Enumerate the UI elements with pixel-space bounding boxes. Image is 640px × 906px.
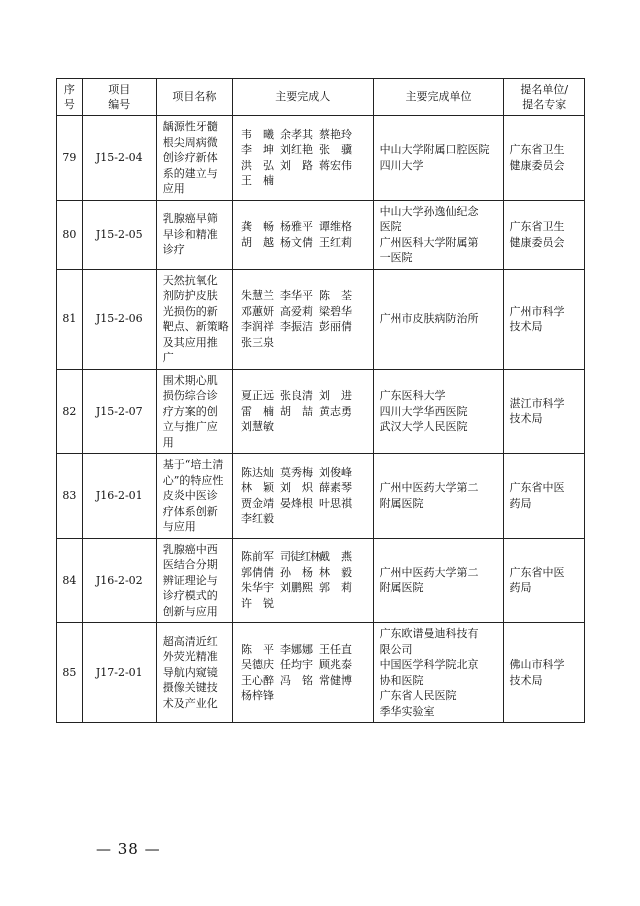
- project-name-line: 围术期心肌: [162, 373, 218, 387]
- cell-project-code: J15-2-07: [82, 369, 156, 454]
- person-name: 顾兆泰: [318, 658, 352, 671]
- unit-line: 广州中医药大学第二: [379, 565, 479, 579]
- unit-line: 中国医学科学院北京: [379, 658, 479, 671]
- person-name: 李 坤: [240, 143, 274, 157]
- cell-project-code: J15-2-05: [82, 200, 156, 269]
- nominator-line: 广东省卫生: [509, 220, 565, 233]
- unit-line: 季华实验室: [379, 704, 435, 718]
- person-name: 刘 路: [279, 158, 313, 172]
- person-name: 梁碧华: [318, 304, 352, 318]
- table-row: [57, 200, 585, 269]
- project-name-line: 诊疗: [162, 243, 185, 257]
- project-name-line: 术及产业化: [162, 696, 218, 710]
- awards-table: [56, 78, 585, 723]
- nominator-line: 广东省卫生: [509, 143, 565, 157]
- nominator-line: 广东省中医: [509, 481, 565, 495]
- cell-nominator: [504, 200, 585, 269]
- cell-project-name: [156, 200, 232, 269]
- unit-line: 广州医科大学附属第: [379, 235, 479, 249]
- person-name: 陈前军: [240, 550, 274, 564]
- project-name-line: 皮炎中医诊: [162, 489, 218, 502]
- person-name: 常健博: [318, 673, 352, 687]
- person-name: 龚 畅: [240, 220, 274, 233]
- project-name-line: 乳腺癌早筛: [162, 212, 218, 226]
- person-name: 王任直: [318, 642, 352, 656]
- unit-line: 广州中医药大学第二: [379, 481, 479, 495]
- page-number: — 38 —: [96, 840, 161, 858]
- people-line: [241, 511, 370, 527]
- unit-line: 武汉大学人民医院: [379, 420, 468, 433]
- cell-project-name: [156, 623, 232, 723]
- people-line: [241, 288, 370, 304]
- people-line: [241, 688, 370, 704]
- nominator-line: 药局: [509, 496, 532, 510]
- unit-line: 四川大学华西医院: [379, 404, 468, 418]
- person-name: 李华平: [279, 289, 313, 302]
- person-name: 王心醉: [240, 673, 274, 687]
- cell-project-code: J16-2-02: [82, 538, 156, 623]
- person-name: 王红莉: [318, 235, 352, 249]
- person-name: 陈 荃: [318, 289, 352, 302]
- nominator-line: 技术局: [509, 320, 543, 333]
- person-name: 谭维格: [318, 220, 352, 233]
- header-main-people: 主要完成人: [232, 79, 373, 116]
- cell-seq: 82: [57, 369, 83, 454]
- project-name-line: 医结合分期: [162, 558, 218, 571]
- cell-main-units: [373, 369, 504, 454]
- cell-project-name: [156, 269, 232, 369]
- header-code: [82, 79, 156, 116]
- cell-seq: 85: [57, 623, 83, 723]
- unit-line: 附属医院: [379, 496, 424, 510]
- cell-main-units: [373, 200, 504, 269]
- header-code-line: 项目: [108, 82, 131, 96]
- person-name: 戴 燕: [318, 550, 352, 564]
- unit-line: 附属医院: [379, 581, 424, 595]
- person-name: 吴德庆: [240, 658, 274, 671]
- people-line: [241, 304, 370, 320]
- header-nominator-line: 提名专家: [522, 98, 567, 111]
- project-name-line: 辨证理论与: [162, 573, 218, 587]
- project-name-line: 诊疗模式的: [162, 589, 218, 602]
- header-row: [57, 79, 585, 116]
- cell-main-people: [232, 538, 373, 623]
- person-name: 彭丽倩: [318, 320, 352, 333]
- people-line: [241, 142, 370, 158]
- person-name: 胡 喆: [279, 404, 313, 418]
- project-name-line: 及其应用推: [162, 335, 218, 349]
- person-name: 蔡艳玲: [318, 127, 352, 141]
- project-name-line: 根尖周病微: [162, 135, 218, 149]
- people-line: [241, 673, 370, 689]
- unit-line: 协和医院: [379, 673, 424, 687]
- cell-main-units: [373, 623, 504, 723]
- person-name: 薛素琴: [318, 481, 352, 495]
- table-row: [57, 116, 585, 201]
- cell-main-units: [373, 269, 504, 369]
- cell-nominator: [504, 623, 585, 723]
- project-name-line: 疗方案的创: [162, 404, 218, 418]
- table-header: [57, 79, 585, 116]
- cell-main-units: [373, 116, 504, 201]
- people-line: [241, 657, 370, 673]
- table-row: [57, 269, 585, 369]
- people-line: [241, 596, 370, 612]
- people-line: [241, 404, 370, 420]
- header-main-units: 主要完成单位: [373, 79, 504, 116]
- nominator-line: 药局: [509, 581, 532, 595]
- project-name-line: 立与推广应: [162, 420, 218, 433]
- people-line: [241, 235, 370, 251]
- cell-nominator: [504, 454, 585, 539]
- table-row: [57, 454, 585, 539]
- header-seq: [57, 79, 83, 116]
- cell-seq: 79: [57, 116, 83, 201]
- person-name: 杨雅平: [279, 220, 313, 233]
- person-name: 高爱莉: [279, 304, 313, 318]
- people-line: [241, 549, 370, 565]
- cell-project-name: [156, 369, 232, 454]
- project-name-line: 与应用: [162, 520, 196, 533]
- header-nominator: [504, 79, 585, 116]
- people-line: [241, 496, 370, 512]
- person-name: 洪 弘: [240, 158, 274, 172]
- cell-project-name: [156, 538, 232, 623]
- nominator-line: 佛山市科学: [509, 658, 565, 671]
- nominator-line: 技术局: [509, 673, 543, 687]
- person-name: 陈达灿: [240, 465, 274, 479]
- person-name: 许 锐: [240, 596, 274, 610]
- nominator-line: 湛江市科学: [509, 396, 565, 410]
- project-name-line: 外荧光精准: [162, 650, 218, 664]
- unit-line: 广东省人民医院: [379, 689, 457, 702]
- person-name: 李振洁: [279, 320, 313, 333]
- cell-seq: 80: [57, 200, 83, 269]
- project-name-line: 天然抗氧化: [162, 273, 218, 287]
- project-name-line: 损伤综合诊: [162, 389, 218, 402]
- people-line: [241, 335, 370, 351]
- person-name: 叶思祺: [318, 496, 352, 510]
- person-name: 冯 铭: [279, 673, 313, 687]
- person-name: 刘慧敏: [240, 420, 274, 433]
- person-name: 陈 平: [240, 642, 274, 656]
- person-name: 莫秀梅: [279, 465, 313, 479]
- cell-nominator: [504, 369, 585, 454]
- cell-seq: 84: [57, 538, 83, 623]
- cell-main-people: [232, 269, 373, 369]
- project-name-line: 创新与应用: [162, 604, 218, 618]
- people-line: [241, 565, 370, 581]
- unit-line: 广州市皮肤病防治所: [379, 312, 479, 326]
- table-row: [57, 538, 585, 623]
- person-name: 李润祥: [240, 320, 274, 333]
- person-name: 晏烽根: [279, 496, 313, 510]
- person-name: 司徒红林: [279, 550, 320, 564]
- person-name: 朱华宇: [240, 581, 274, 595]
- people-line: [241, 127, 370, 143]
- person-name: 孙 杨: [279, 565, 313, 579]
- people-line: [241, 319, 370, 335]
- project-name-line: 导航内窥镜: [162, 665, 218, 679]
- project-name-line: 摄像关键技: [162, 681, 218, 695]
- person-name: 余孝其: [279, 127, 313, 141]
- person-name: 夏正远: [240, 389, 274, 402]
- cell-project-code: J17-2-01: [82, 623, 156, 723]
- cell-project-code: J15-2-04: [82, 116, 156, 201]
- person-name: 张三泉: [240, 335, 274, 349]
- unit-line: 中山大学孙逸仙纪念: [379, 204, 479, 218]
- project-name-line: 靶点、新策略: [162, 320, 229, 333]
- project-name-line: 创诊疗新体: [162, 151, 218, 164]
- cell-main-people: [232, 369, 373, 454]
- people-line: [241, 173, 370, 189]
- cell-main-people: [232, 623, 373, 723]
- project-name-line: 龋源性牙髓: [162, 120, 218, 133]
- cell-nominator: [504, 116, 585, 201]
- project-name-line: 早诊和精准: [162, 227, 218, 241]
- person-name: 贾金靖: [240, 496, 274, 510]
- people-line: [241, 388, 370, 404]
- cell-main-people: [232, 200, 373, 269]
- nominator-line: 健康委员会: [509, 235, 565, 249]
- person-name: 胡 越: [240, 235, 274, 249]
- header-seq-line: 序: [63, 82, 75, 96]
- unit-line: 广东医科大学: [379, 389, 446, 402]
- person-name: 张良清: [279, 389, 313, 402]
- people-line: [241, 419, 370, 435]
- project-name-line: 乳腺癌中西: [162, 542, 218, 556]
- nominator-line: 健康委员会: [509, 158, 565, 172]
- project-name-line: 系的建立与: [162, 166, 218, 180]
- header-seq-line: 号: [63, 98, 75, 111]
- nominator-line: 广州市科学: [509, 304, 565, 318]
- cell-main-units: [373, 454, 504, 539]
- table-row: [57, 623, 585, 723]
- person-name: 蒋宏伟: [318, 158, 352, 172]
- project-name-line: 疗体系创新: [162, 504, 218, 518]
- table-body: [57, 116, 585, 723]
- person-name: 韦 曦: [240, 127, 274, 141]
- cell-main-people: [232, 454, 373, 539]
- person-name: 雷 楠: [240, 404, 274, 418]
- person-name: 刘俊峰: [318, 465, 352, 479]
- person-name: 杨文倩: [279, 235, 313, 249]
- person-name: 任均宇: [279, 658, 313, 671]
- table-row: [57, 369, 585, 454]
- cell-main-units: [373, 538, 504, 623]
- cell-project-name: [156, 454, 232, 539]
- person-name: 张 骥: [318, 143, 352, 157]
- cell-nominator: [504, 538, 585, 623]
- person-name: 林 颖: [240, 481, 274, 495]
- person-name: 朱慧兰: [240, 289, 274, 302]
- person-name: 刘红艳: [279, 143, 313, 157]
- cell-seq: 81: [57, 269, 83, 369]
- people-line: [241, 465, 370, 481]
- project-name-line: 广: [162, 351, 174, 364]
- header-code-line: 编号: [108, 98, 131, 111]
- cell-seq: 83: [57, 454, 83, 539]
- unit-line: 中山大学附属口腔医院: [379, 143, 490, 157]
- person-name: 林 毅: [318, 565, 352, 579]
- person-name: 黄志勇: [318, 404, 352, 418]
- project-name-line: 基于“培土清: [162, 458, 224, 471]
- nominator-line: 技术局: [509, 412, 543, 426]
- people-line: [241, 642, 370, 658]
- project-name-line: 应用: [162, 182, 185, 195]
- people-line: [241, 580, 370, 596]
- person-name: 李娜娜: [279, 642, 313, 656]
- header-project-name: 项目名称: [156, 79, 232, 116]
- person-name: 李红毅: [240, 512, 274, 526]
- unit-line: 限公司: [379, 642, 413, 656]
- cell-main-people: [232, 116, 373, 201]
- nominator-line: 广东省中医: [509, 565, 565, 579]
- person-name: 王 楠: [240, 174, 274, 188]
- cell-project-code: J16-2-01: [82, 454, 156, 539]
- people-line: [241, 219, 370, 235]
- project-name-line: 用: [162, 435, 174, 449]
- unit-line: 广东欧谱曼迪科技有: [379, 627, 479, 640]
- project-name-line: 超高清近红: [162, 634, 218, 648]
- person-name: 郭倩倩: [240, 565, 274, 579]
- header-nominator-line: 提名单位/: [520, 82, 569, 96]
- unit-line: 四川大学: [379, 158, 424, 172]
- people-line: [241, 480, 370, 496]
- unit-line: 一医院: [379, 251, 413, 264]
- cell-nominator: [504, 269, 585, 369]
- person-name: 郭 莉: [318, 581, 352, 595]
- project-name-line: 心”的特应性: [162, 473, 224, 487]
- person-name: 刘 炽: [279, 481, 313, 495]
- people-line: [241, 158, 370, 174]
- unit-line: 医院: [379, 220, 402, 233]
- project-name-line: 光损伤的新: [162, 304, 218, 318]
- person-name: 邓蕙妍: [240, 304, 274, 318]
- person-name: 刘 进: [318, 389, 352, 402]
- cell-project-name: [156, 116, 232, 201]
- cell-project-code: J15-2-06: [82, 269, 156, 369]
- person-name: 杨梓锋: [240, 689, 274, 702]
- person-name: 刘鹏熙: [279, 581, 313, 595]
- project-name-line: 剂防护皮肤: [162, 289, 218, 302]
